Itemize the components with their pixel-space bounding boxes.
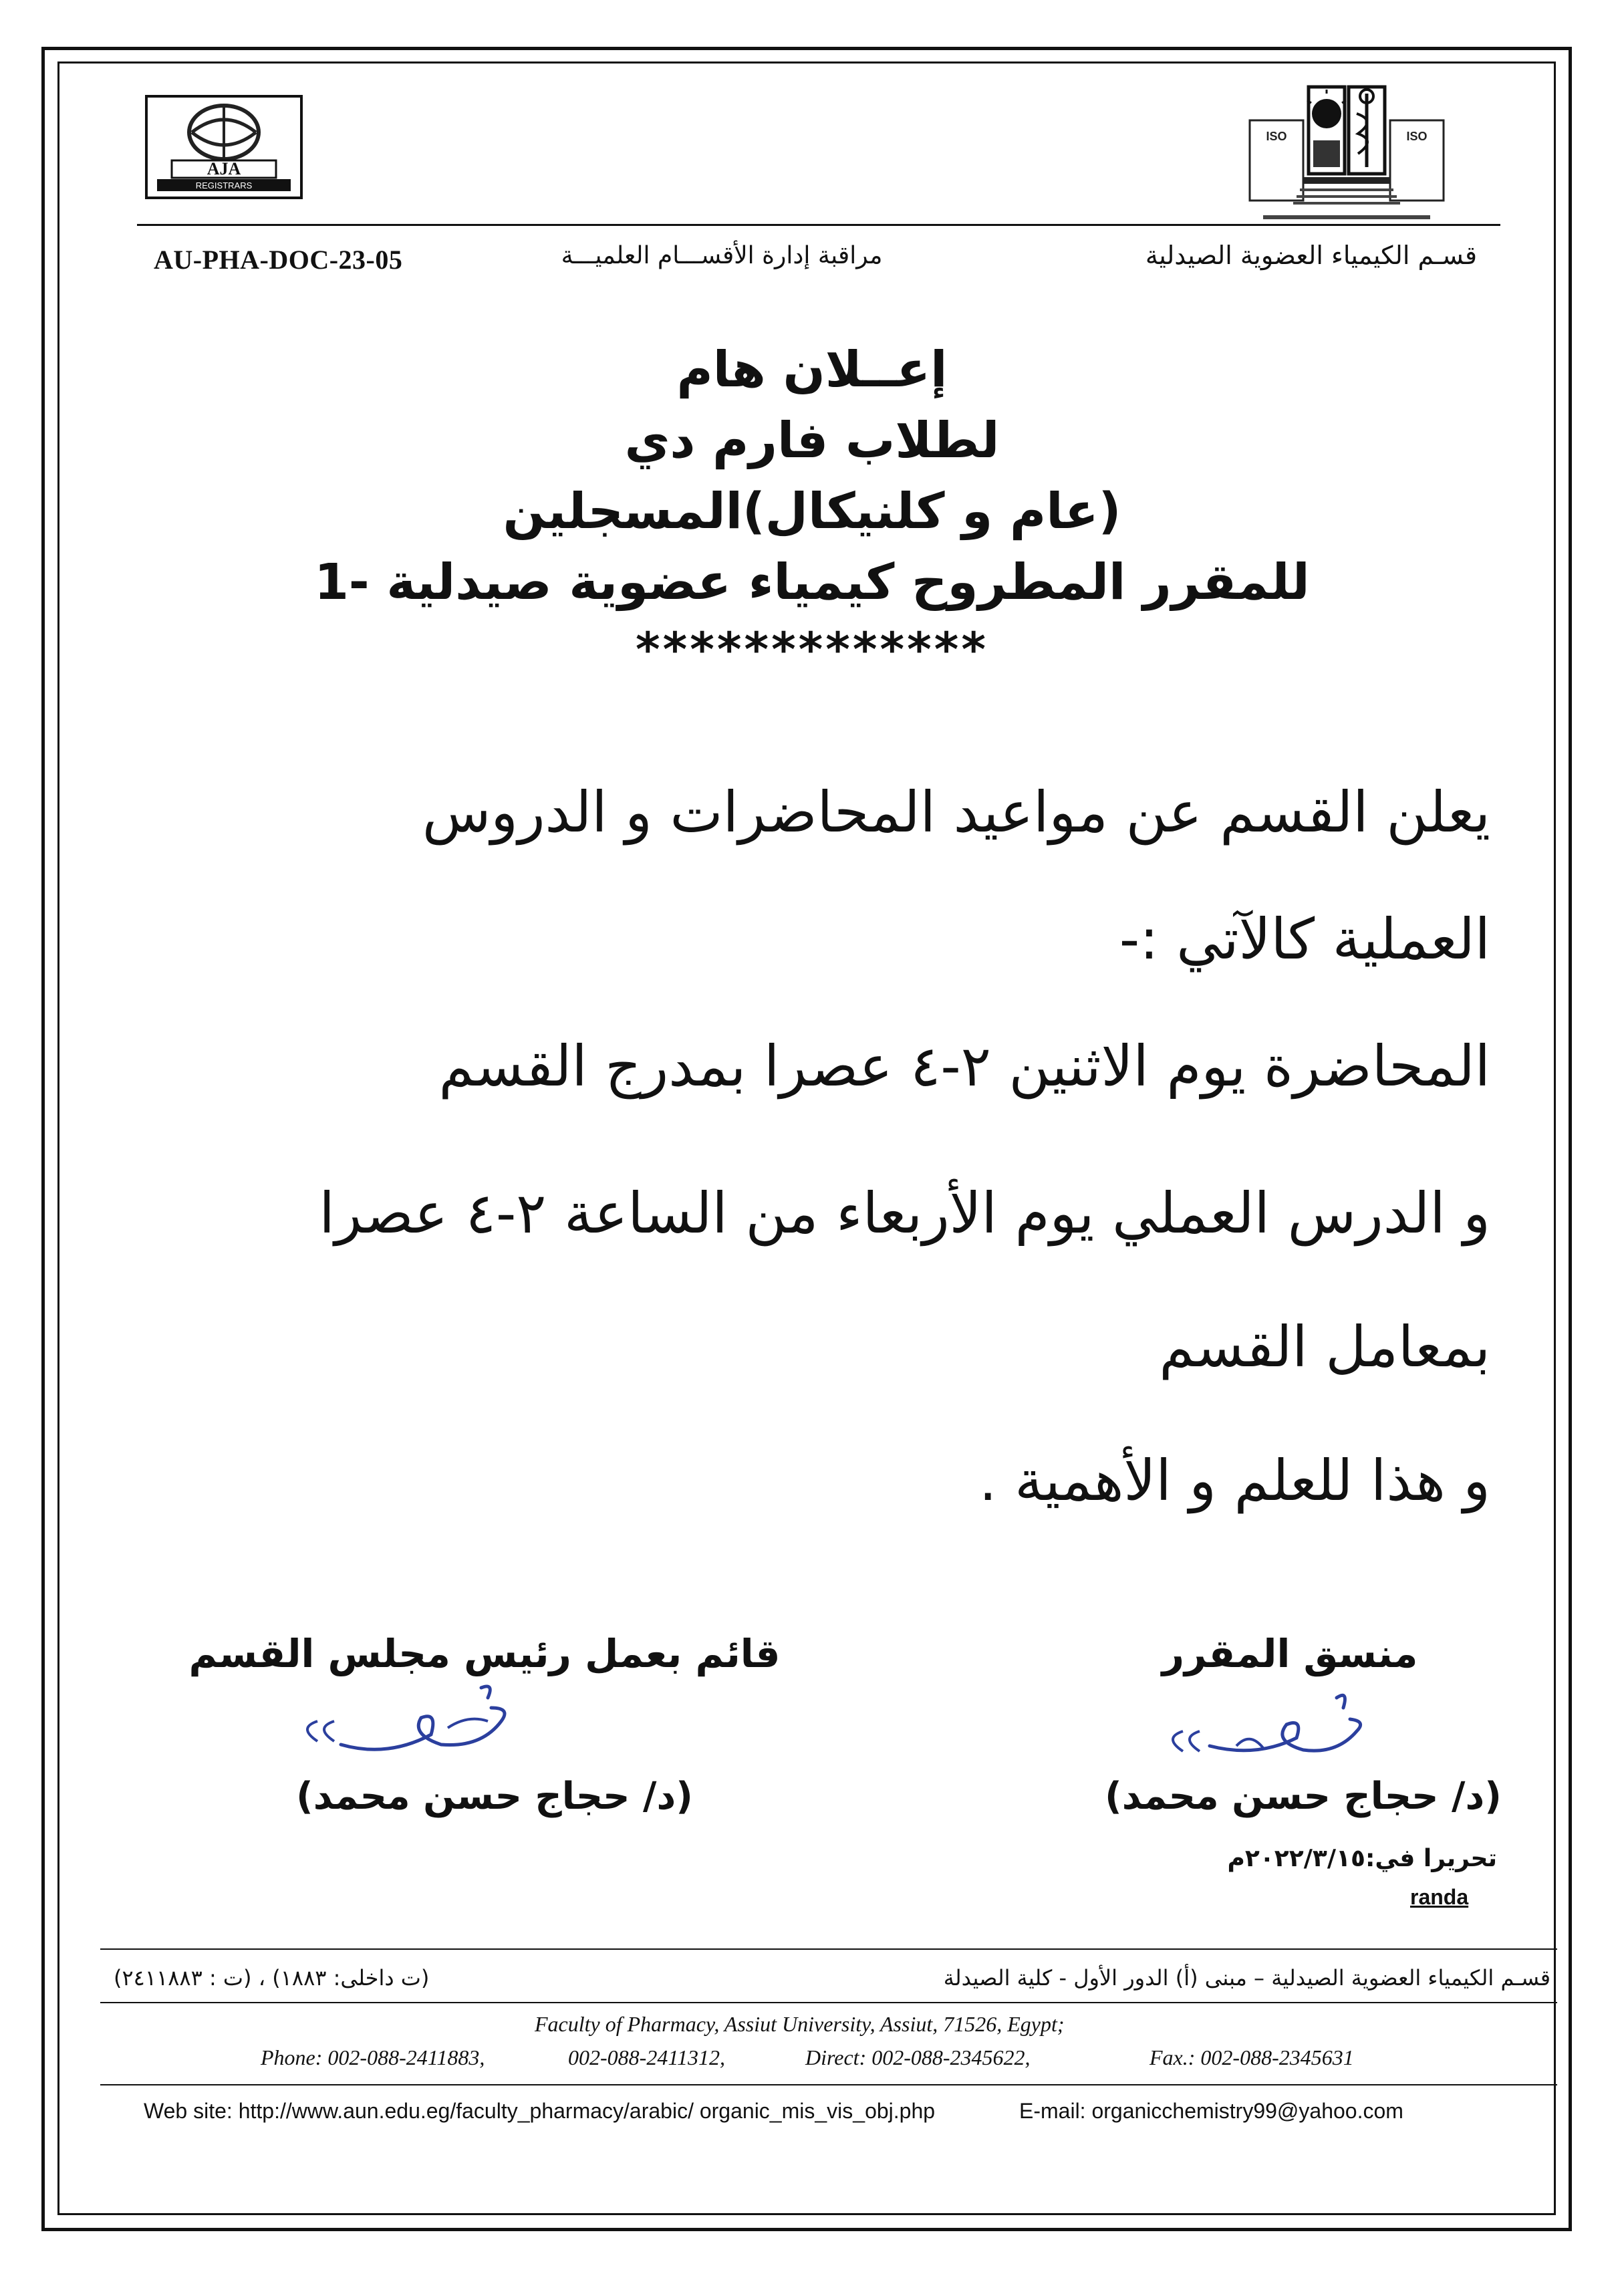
footer-divider-bottom [100,2084,1557,2085]
seal-iso-left: ISO [1266,130,1287,143]
acting-head-signature [287,1681,568,1777]
university-iso-seal [1236,74,1457,227]
document-code: AU-PHA-DOC-23-05 [154,245,403,275]
title-line-1: إعــلان هام [676,341,948,398]
footer-divider-top [100,1948,1557,1950]
body-line-1: يعلن القسم عن مواعيد المحاضرات و الدروس [422,779,1490,845]
coordinator-title: منسق المقرر [1162,1631,1418,1676]
aja-registrars-logo [144,94,304,201]
body-line-3: المحاضرة يوم الاثنين ٢-٤ عصرا بمدرج القسم [438,1033,1490,1099]
footer-fax: Fax.: 002-088-2345631 [1149,2045,1354,2069]
body-line-5: بمعامل القسم [1159,1314,1490,1380]
footer-website: Web site: http://www.aun.edu.eg/faculty_pharmacy/arabic/ organic_mis_vis_obj.php [144,2099,936,2123]
announcement-title [200,334,1424,682]
title-line-3: (عام و كلنيكال)المسجلين [503,483,1121,540]
footer-address-ar: قسـم الكيمياء العضوية الصيدلية – مبنى (أ) الدور الأول - كلية الصيدلة [943,1965,1550,1991]
coordinator-name: (د/ حجاج حسن محمد) [1105,1775,1502,1818]
footer-direct-phone: Direct: 002-088-2345622, [805,2045,1031,2069]
title-stars-divider: ************* [636,622,988,677]
acting-head-title: قائم بعمل رئيس مجلس القسم [188,1631,781,1676]
acting-head-name: (د/ حجاج حسن محمد) [296,1775,693,1818]
footer-phone-1: Phone: 002-088-2411883, [261,2045,485,2069]
footer-email: E-mail: organicchemistry99@yahoo.com [1019,2099,1403,2123]
typist-name: randa [1410,1885,1469,1909]
coordinator-signature [1136,1684,1417,1781]
issue-date: تحريرا في:٢٠٢٢/٣/١٥م [1227,1845,1497,1872]
title-line-2: لطلاب فارم دي [624,412,1000,469]
footer-phone-2: 002-088-2411312, [568,2045,725,2069]
aja-logo-text: AJA [207,159,241,178]
seal-iso-right: ISO [1406,130,1428,143]
department-name: قسـم الكيمياء العضوية الصيدلية [1145,241,1477,270]
body-line-6: و هذا للعلم و الأهمية . [978,1448,1490,1513]
body-line-4: و الدرس العملي يوم الأربعاء من الساعة ٢-٤ عصرا [319,1180,1490,1246]
footer-divider-mid [100,2002,1557,2003]
footer-phones-ar: (ت داخلى: ١٨٨٣) ، (ت : ٢٤١١٨٨٣) [114,1965,430,1991]
body-line-2: العملية كالآتي :- [1119,906,1490,972]
title-line-4: للمقرر المطروح كيمياء عضوية صيدلية -1 [314,553,1310,611]
header-center-text: مراقبة إدارة الأقســـام العلميـــة [561,242,883,269]
footer-address-en: Faculty of Pharmacy, Assiut University, Assiut, 71526, Egypt; [535,2012,1065,2036]
header-divider [137,224,1500,226]
aja-logo-subtext: REGISTRARS [195,180,253,190]
